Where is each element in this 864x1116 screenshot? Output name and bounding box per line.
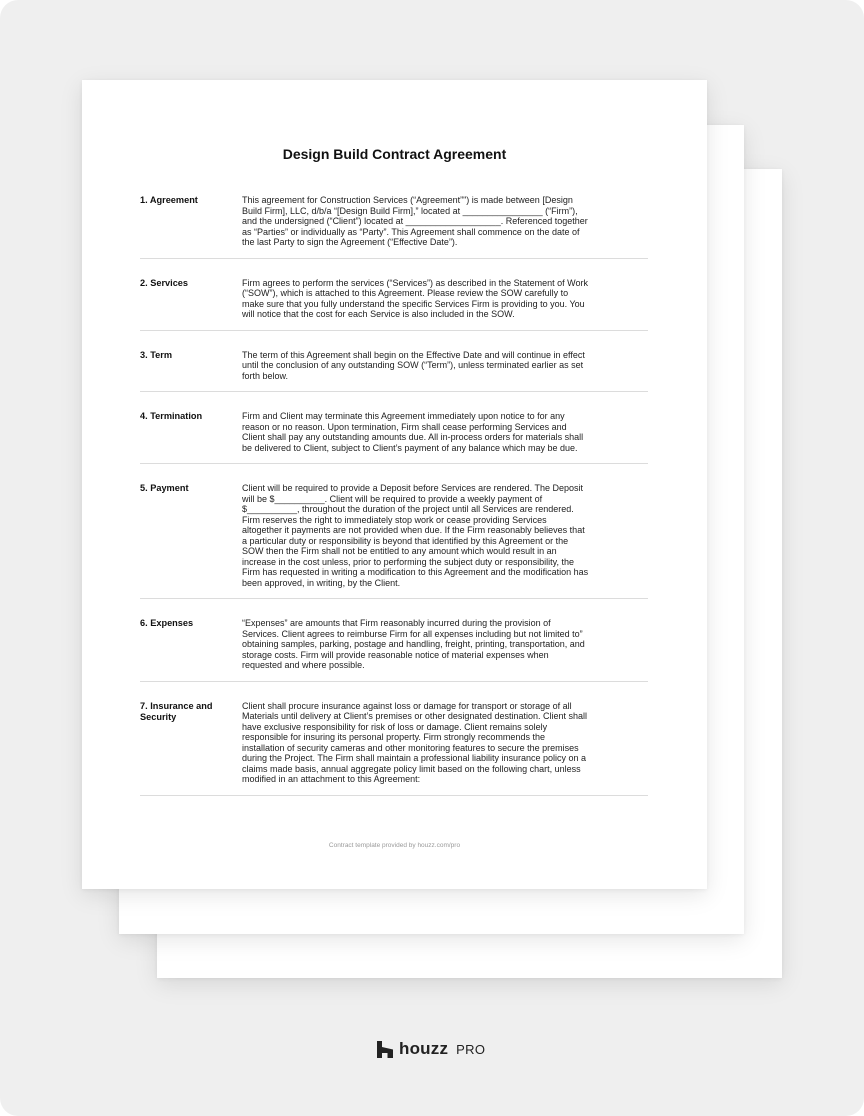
- section-body: This agreement for Construction Services (“Agreement”") is made between [Design Build Firm], LLC, d/b/a “[Design Build Firm],” located at ________________ (“Firm”), and the undersigned (“Client”) located at ___________________. Referenced together as “Parties” or individually as “Party”. This Agreement shall commence on the date of the last Party to sign the Agreement (“Effective Date”).: [242, 195, 588, 247]
- section-body: Firm and Client may terminate this Agreement immediately upon notice to for any reason or no reason. Upon termination, Firm shall cease performing Services and Client shall pay any outstanding amounts due. All in-process orders for materials shall be delivered to Client, subject to Client’s payment of any balance which may be due.: [242, 411, 584, 453]
- document-title: Design Build Contract Agreement: [282, 146, 507, 162]
- section-body: Client will be required to provide a Deposit before Services are rendered. The Deposit will be $__________. Client will be required to provide a weekly payment of $__________, throughout the duration of the project until all Services are rendered. Firm reserves the right to immediately stop work or cease providing Services altogether it payments are not provided when due. If the Firm reasonably believes that a particular duty or responsibility is beyond that identified by this Agreement or the SOW then the Firm shall not be entitled to any amount which would result in an increase in the cost unless, prior to performing the subject duty or responsibility, the Firm has requested in writing a modification to this Agreement and the modification has been approved, in writing, by the Client.: [242, 483, 589, 588]
- section-label: 5. Payment: [140, 483, 189, 493]
- brand-logo: [377, 1039, 485, 1059]
- sections-list: [140, 193, 648, 796]
- section-body: Client shall procure insurance against loss or damage for transport or storage of all Materials until delivery at Client’s premises or other designated destination. Client shall have exclusive responsibility for risk of loss or damage. Client remains solely responsible for insuring its personal property. Firm strongly recommends the installation of security cameras and other monitoring features to secure the premises during the Project. The Firm shall maintain a professional liability insurance policy on a claims made basis, annual aggregate policy limit based on the following chart, unless modified in an attachment to this Agreement:: [242, 700, 588, 784]
- section-label: 1. Agreement: [140, 195, 198, 205]
- section-agreement: [140, 193, 648, 259]
- section-body: The term of this Agreement shall begin on the Effective Date and will continue in effect until the conclusion of any outstanding SOW (“Term”), unless terminated earlier as set forth below.: [242, 349, 585, 381]
- houzz-logo-icon: [377, 1041, 393, 1058]
- section-label: 3. Term: [140, 349, 172, 360]
- document-page: [82, 80, 707, 889]
- section-label: 6. Expenses: [140, 618, 194, 628]
- section-expenses: [140, 616, 648, 682]
- document-footer: Contract template provided by houzz.com/pro: [328, 842, 461, 849]
- section-term: [140, 348, 648, 393]
- brand-name: houzz: [399, 1039, 449, 1058]
- section-insurance-security: [140, 699, 648, 796]
- section-termination: [140, 409, 648, 464]
- section-label: 2. Services: [140, 277, 189, 288]
- section-label: 7. Insurance and Security: [140, 700, 213, 722]
- section-body: “Expenses” are amounts that Firm reasonably incurred during the provision of Services. Client agrees to reimburse Firm for all expenses including but not limited to” obtaining samples, parking, postage and handling, freight, printing, transportation, and storage costs. Firm will provide reasonable notice of material expenses when requested and where possible.: [242, 618, 585, 670]
- section-label: 4. Termination: [140, 411, 203, 421]
- brand-suffix: PRO: [456, 1041, 486, 1057]
- section-body: Firm agrees to perform the services (“Services”) as described in the Statement of Work (“SOW”), which is attached to this Agreement. Please review the SOW carefully to make sure that you fully understand the specific Services Firm is providing to you. You will notice that the cost for each Service is also included in the SOW.: [242, 277, 588, 319]
- section-payment: [140, 481, 648, 599]
- section-services: [140, 276, 648, 331]
